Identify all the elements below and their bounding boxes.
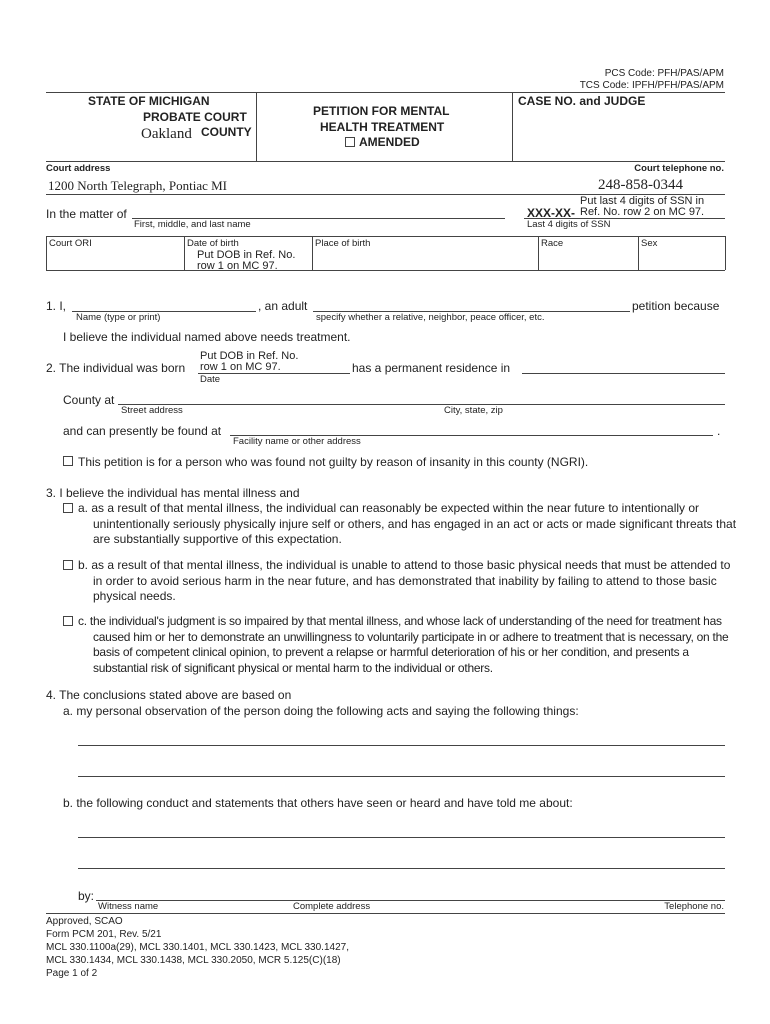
place-of-birth-label: Place of birth <box>315 238 371 249</box>
by-label: by: <box>78 889 95 903</box>
found-at-period: . <box>717 424 721 438</box>
dob-label: Date of birth <box>187 238 239 249</box>
item3b-checkbox[interactable] <box>63 560 73 570</box>
ssn-note-line2: Ref. No. row 2 on MC 97. <box>580 206 705 218</box>
race-label: Race <box>541 238 564 249</box>
county-at-label: County at <box>63 393 115 407</box>
form-title-line1: PETITION FOR MENTAL <box>313 104 450 118</box>
dob-value-line2[interactable]: row 1 on MC 97. <box>197 260 278 272</box>
item2-dob-line2[interactable]: row 1 on MC 97. <box>200 361 281 373</box>
id-row-border-left <box>46 236 47 270</box>
item3-intro: 3. I believe the individual has mental illness and <box>46 486 300 500</box>
witness-line[interactable] <box>96 900 725 901</box>
county-label: COUNTY <box>201 125 252 139</box>
facility-caption: Facility name or other address <box>233 436 361 447</box>
item2-date-caption: Date <box>200 374 221 385</box>
ssn-prefix: XXX-XX- <box>527 206 576 220</box>
witness-address-caption: Complete address <box>293 901 371 912</box>
ssn-note-line1: Put last 4 digits of SSN in <box>580 195 705 207</box>
item3c-checkbox[interactable] <box>63 616 73 626</box>
matter-label: In the matter of <box>46 207 127 221</box>
id-row-divider-3 <box>538 236 539 270</box>
footer-approved: Approved, SCAO <box>46 916 123 927</box>
item1-because: petition because <box>632 299 720 313</box>
footer-form: Form PCM 201, Rev. 5/21 <box>46 929 162 940</box>
item2-dob-line1[interactable]: Put DOB in Ref. No. <box>200 350 299 362</box>
id-row-divider-4 <box>638 236 639 270</box>
item4a-text: a. my personal observation of the person doing the following acts and saying the following things: <box>63 704 579 718</box>
item2-residence: has a permanent residence in <box>352 361 511 375</box>
item3b-text: b. as a result of that mental illness, the individual is unable to attend to those basic physical needs that must be attended to in order to avoid serious harm in the near future, and has demonstrated that inability by failing to attend to those basic physical needs. <box>78 558 731 603</box>
ngri-label: This petition is for a person who was found not guilty by reason of insanity in this county (NGRI). <box>78 455 589 469</box>
ngri-checkbox[interactable] <box>63 456 73 466</box>
residence-county-line[interactable] <box>522 373 725 374</box>
court-row-top <box>46 161 725 162</box>
item4b-line-1[interactable] <box>78 837 725 838</box>
item4a-line-2[interactable] <box>78 776 725 777</box>
sex-label: Sex <box>641 238 658 249</box>
item3a-text: a. as a result of that mental illness, the individual can reasonably be expected within the near future to intentionally or unintentionally seriously physically injure self or others, and has engaged in an act or acts or made significant threats that are substantially supportive of this expectation. <box>78 501 737 546</box>
item4b-text: b. the following conduct and statements that others have seen or heard and have told me about: <box>63 796 573 810</box>
header-divider-left <box>256 92 257 161</box>
id-row-bottom <box>46 270 725 271</box>
court-address-value[interactable]: 1200 North Telegraph, Pontiac MI <box>48 178 228 193</box>
item3c-text: c. the individual's judgment is so impaired by that mental illness, and whose lack of understanding of the need for treatment has caused him or her to demonstrate an unwillingness to voluntarily participate in or adhere to treatment that is necessary, on the basis of competent clinical opinion, to prevent a relapse or harmful deterioration of his or her condition, and presents a substantial risk of significant physical or mental harm to the individual or others. <box>78 614 729 675</box>
street-address-line[interactable] <box>118 404 725 405</box>
footer-mcl-2: MCL 330.1434, MCL 330.1438, MCL 330.2050, MCR 5.125(C)(18) <box>46 955 341 966</box>
item1-adult: , an adult <box>258 299 308 313</box>
court-phone-label: Court telephone no. <box>634 163 724 174</box>
form-title-line2: HEALTH TREATMENT <box>320 120 445 134</box>
id-row-border-right <box>725 236 726 270</box>
case-no-label: CASE NO. and JUDGE <box>518 94 646 108</box>
item3a-checkbox[interactable] <box>63 503 73 513</box>
ssn-caption: Last 4 digits of SSN <box>527 219 611 230</box>
header-divider-right <box>512 92 513 161</box>
matter-name-caption: First, middle, and last name <box>134 219 251 230</box>
petitioner-name-caption: Name (type or print) <box>76 312 161 323</box>
relationship-caption: specify whether a relative, neighbor, peace officer, etc. <box>316 312 545 323</box>
item1-number: 1. I, <box>46 299 67 313</box>
item4b-line-2[interactable] <box>78 868 725 869</box>
item2-born: 2. The individual was born <box>46 361 186 375</box>
footer-mcl-1: MCL 330.1100a(29), MCL 330.1401, MCL 330.1423, MCL 330.1427, <box>46 942 349 953</box>
item1-believe: I believe the individual named above needs treatment. <box>63 330 351 344</box>
item4-intro: 4. The conclusions stated above are based on <box>46 688 292 702</box>
court-phone-value[interactable]: 248-858-0344 <box>598 177 683 193</box>
witness-phone-caption: Telephone no. <box>664 901 724 912</box>
id-row-top <box>46 236 725 237</box>
item4a-line-1[interactable] <box>78 745 725 746</box>
city-caption: City, state, zip <box>444 405 503 416</box>
witness-caption: Witness name <box>98 901 159 912</box>
court-address-label: Court address <box>46 163 111 174</box>
state-label: STATE OF MICHIGAN <box>88 94 210 108</box>
pcs-code: PCS Code: PFH/PAS/APM <box>604 68 724 79</box>
dob-value-line1[interactable]: Put DOB in Ref. No. <box>197 249 296 261</box>
amended-label: AMENDED <box>359 135 420 149</box>
court-ori-label: Court ORI <box>49 238 92 249</box>
id-row-divider-1 <box>184 236 185 270</box>
street-caption: Street address <box>121 405 183 416</box>
county-value[interactable]: Oakland <box>141 126 192 142</box>
found-at-label: and can presently be found at <box>63 424 222 438</box>
item2-dob-line[interactable] <box>198 373 350 374</box>
id-row-divider-2 <box>312 236 313 270</box>
amended-checkbox[interactable] <box>345 137 355 147</box>
footer-rule <box>46 913 725 914</box>
court-label: PROBATE COURT <box>143 110 247 124</box>
header-top-rule <box>46 92 725 93</box>
tcs-code: TCS Code: IPFH/PFH/PAS/APM <box>579 80 724 91</box>
footer-page: Page 1 of 2 <box>46 968 98 979</box>
